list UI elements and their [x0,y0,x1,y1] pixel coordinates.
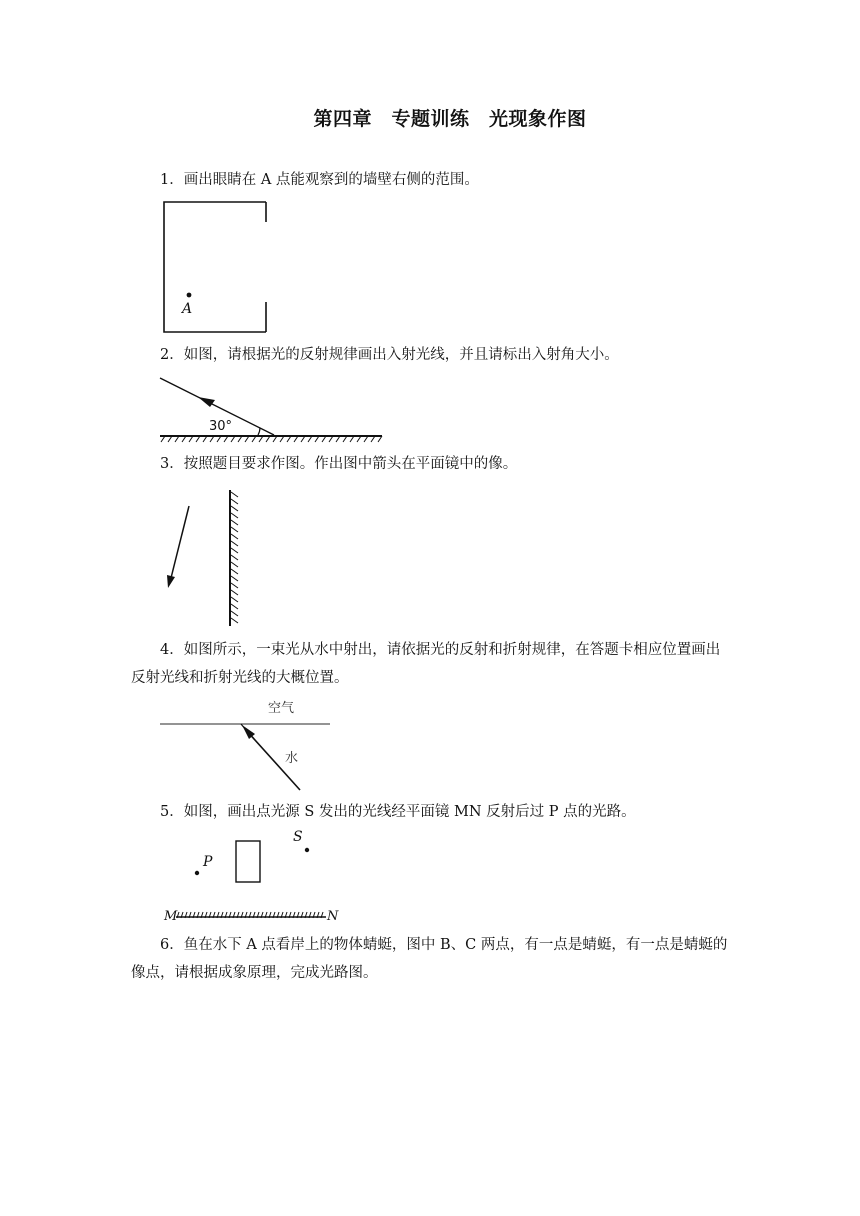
point-a-label: A [182,301,193,317]
vertical-mirror-hatching [231,492,238,623]
question-3-text: 按照题目要求作图。作出图中箭头在平面镜中的像。 [183,456,518,472]
point-p-label: P [203,854,213,870]
reflected-ray-arrowhead [198,397,215,407]
question-5-text: 如图，画出点光源 S 发出的光线经平面镜 MN 反射后过 P 点的光路。 [183,804,636,820]
point-p [195,871,199,875]
source-s-point [305,848,309,852]
question-5-number: 5． [160,804,184,820]
water-label: 水 [285,751,299,766]
page-title: 第四章 专题训练 光现象作图 [313,108,587,130]
question-6-text: 鱼在水下 A 点看岸上的物体蜻蜓，图中 B、C 两点，有一点是蜻蜓，有一点是蜻蜓的像点，请根据成象原理，完成光路图。 [131,937,728,981]
angle-arc [258,428,260,435]
source-s-label: S [293,829,303,845]
figure-2-reflection [158,374,386,444]
question-2 [160,341,619,369]
figure-1-room-wall [158,198,274,338]
eye-point-a [187,293,192,298]
question-4-text: 如图所示，一束光从水中射出，请依据光的反射和折射规律，在答题卡相应位置画出反射光线和折射光线的大概位置。 [131,642,721,686]
room-wall-outline [164,202,266,332]
object-arrow-shaft [171,506,189,578]
question-6-number: 6． [160,937,184,953]
question-2-text: 如图，请根据光的反射规律画出入射光线，并且请标出入射角大小。 [183,347,619,363]
question-1-number: 1． [160,172,184,188]
question-4 [131,636,731,692]
mirror-n-label: N [327,909,339,924]
obstacle-block [236,841,260,882]
question-1 [160,166,479,194]
question-1-text: 画出眼睛在 A 点能观察到的墙壁右侧的范围。 [183,172,479,188]
figure-4-water-air-interface [158,694,334,794]
figure-5-point-source-mirror [158,826,348,926]
figure-3-plane-mirror [160,486,250,628]
object-arrowhead [167,575,175,588]
angle-label: 30° [209,419,233,434]
mirror-m-label: M [164,909,178,924]
question-3 [160,450,517,478]
question-5 [160,798,636,826]
ray-to-boundary [241,724,246,730]
question-6 [131,931,731,987]
question-2-number: 2． [160,347,184,363]
question-3-number: 3． [160,456,184,472]
question-4-number: 4． [160,642,184,658]
air-label: 空气 [268,701,295,716]
